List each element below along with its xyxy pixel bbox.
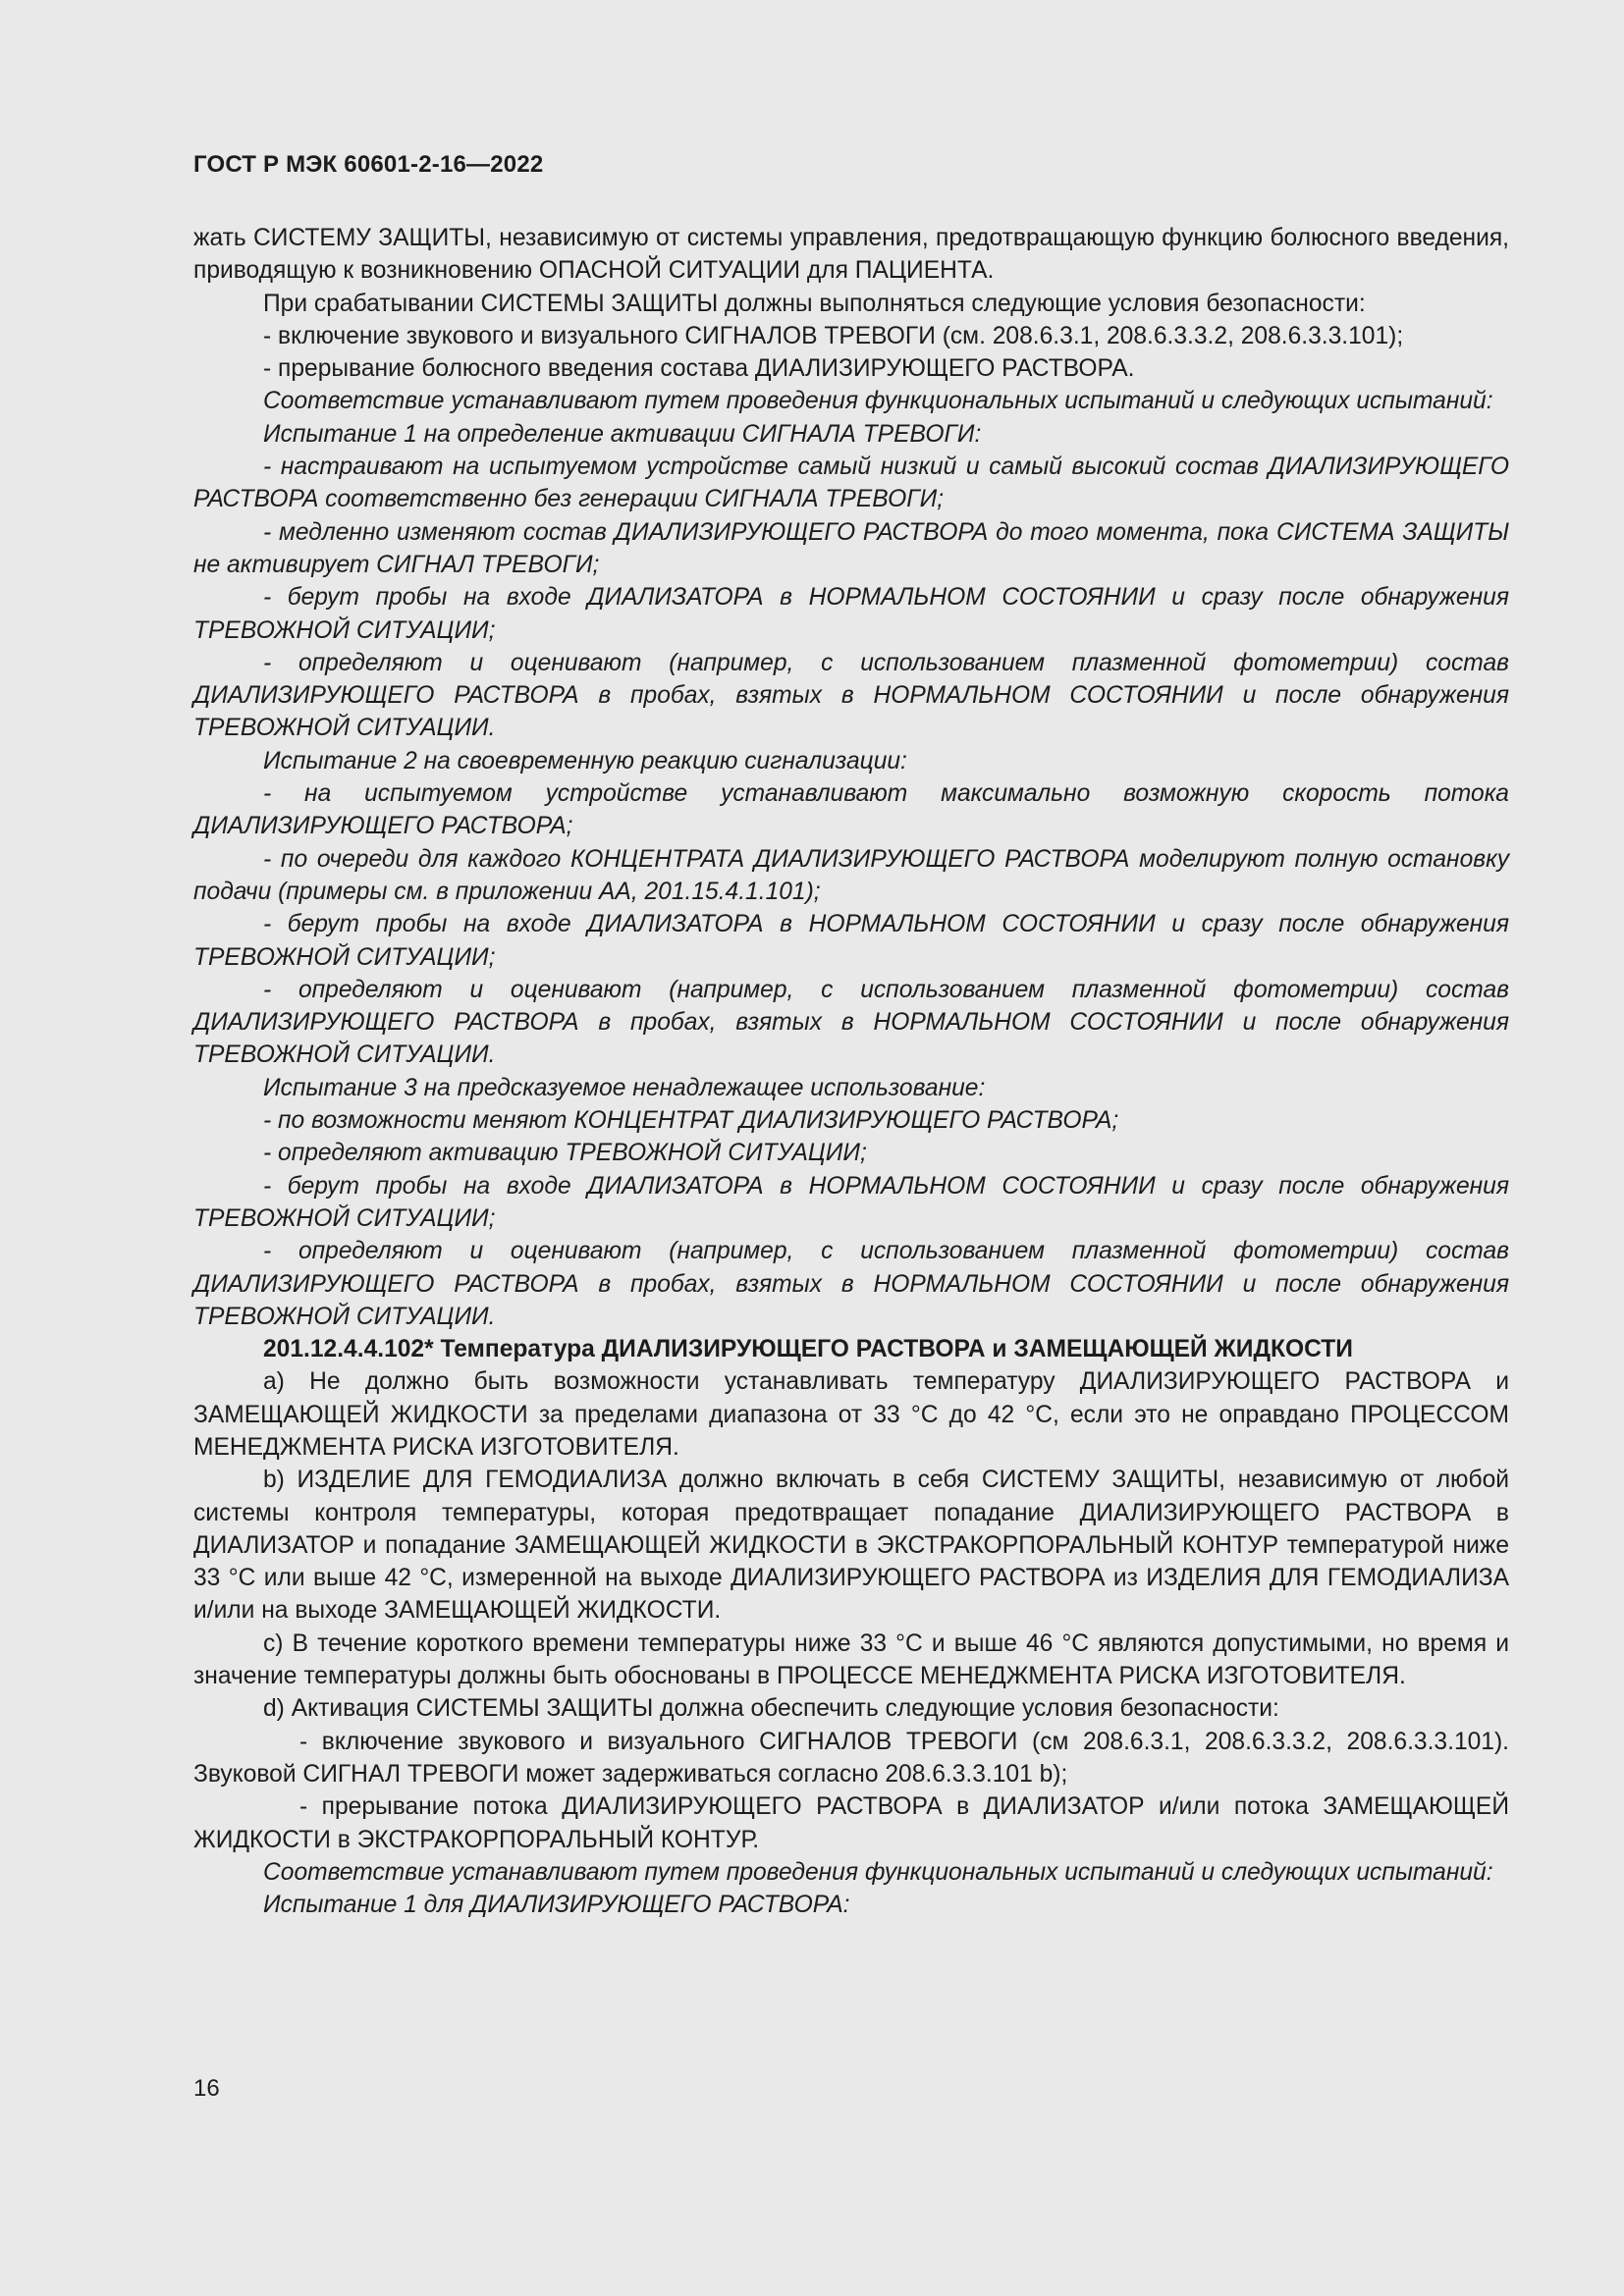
list-item: - берут пробы на входе ДИАЛИЗАТОРА в НОРМАЛЬНОМ СОСТОЯНИИ и сразу после обнаружения ТРЕВОЖНОЙ СИТУАЦИИ; — [193, 1172, 1509, 1232]
list-item: - берут пробы на входе ДИАЛИЗАТОРА в НОРМАЛЬНОМ СОСТОЯНИИ и сразу после обнаружения ТРЕВОЖНОЙ СИТУАЦИИ; — [193, 911, 1509, 971]
paragraph: жать СИСТЕМУ ЗАЩИТЫ, независимую от системы управления, предотвращающую функцию болюсного введения, приводящую к возникновению ОПАСНОЙ СИТУАЦИИ для ПАЦИЕНТА. — [193, 225, 1509, 285]
list-item: - берут пробы на входе ДИАЛИЗАТОРА в НОРМАЛЬНОМ СОСТОЯНИИ и сразу после обнаружения ТРЕВОЖНОЙ СИТУАЦИИ; — [193, 584, 1509, 644]
test-heading: Испытание 1 для ДИАЛИЗИРУЮЩЕГО РАСТВОРА: — [263, 1892, 850, 1919]
paragraph: a) Не должно быть возможности устанавливать температуру ДИАЛИЗИРУЮЩЕГО РАСТВОРА и ЗАМЕЩАЮЩЕЙ ЖИДКОСТИ за пределами диапазона от 33 °С до 42 °С, если это не оправдано ПРОЦЕССОМ МЕНЕДЖМЕНТА РИСКА ИЗГОТОВИТЕЛЯ. — [193, 1368, 1509, 1461]
list-item: - по возможности меняют КОНЦЕНТРАТ ДИАЛИЗИРУЮЩЕГО РАСТВОРА; — [263, 1107, 1119, 1135]
list-item: - по очереди для каждого КОНЦЕНТРАТА ДИАЛИЗИРУЮЩЕГО РАСТВОРА моделируют полную остановку подачи (примеры см. в приложении АА, 201.15.4.1.101); — [193, 845, 1509, 905]
list-item: - определяют и оценивают (например, с использованием плазменной фотометрии) состав ДИАЛИЗИРУЮЩЕГО РАСТВОРА в пробах, взятых в НОРМАЛЬНОМ СОСТОЯНИИ и после обнаружения ТРЕВОЖНОЙ СИТУАЦИИ. — [193, 976, 1509, 1069]
list-item: - прерывание потока ДИАЛИЗИРУЮЩЕГО РАСТВОРА в ДИАЛИЗАТОР и/или потока ЗАМЕЩАЮЩЕЙ ЖИДКОСТИ в ЭКСТРАКОРПОРАЛЬНЫЙ КОНТУР. — [193, 1793, 1509, 1853]
list-item: - включение звукового и визуального СИГНАЛОВ ТРЕВОГИ (см. 208.6.3.1, 208.6.3.3.2, 208.6.3.3.101); — [263, 322, 1404, 349]
section-heading: 201.12.4.4.102* Температура ДИАЛИЗИРУЮЩЕГО РАСТВОРА и ЗАМЕЩАЮЩЕЙ ЖИДКОСТИ — [263, 1336, 1353, 1363]
list-item: - включение звукового и визуального СИГНАЛОВ ТРЕВОГИ (см 208.6.3.1, 208.6.3.3.2, 208.6.3.3.101). Звуковой СИГНАЛ ТРЕВОГИ может задерживаться согласно 208.6.3.3.101 b); — [193, 1728, 1509, 1788]
list-item: - медленно изменяют состав ДИАЛИЗИРУЮЩЕГО РАСТВОРА до того момента, пока СИСТЕМА ЗАЩИТЫ не активирует СИГНАЛ ТРЕВОГИ; — [193, 518, 1509, 578]
paragraph: c) В течение короткого времени температуры ниже 33 °С и выше 46 °С являются допустимыми, но время и значение температуры должны быть обоснованы в ПРОЦЕССЕ МЕНЕДЖМЕНТА РИСКА ИЗГОТОВИТЕЛЯ. — [193, 1629, 1509, 1690]
paragraph: Соответствие устанавливают путем проведения функциональных испытаний и следующих испытаний: — [263, 1858, 1493, 1886]
list-item: - прерывание болюсного введения состава ДИАЛИЗИРУЮЩЕГО РАСТВОРА. — [263, 355, 1135, 383]
paragraph: При срабатывании СИСТЕМЫ ЗАЩИТЫ должны выполняться следующие условия безопасности: — [263, 290, 1366, 317]
list-item: - определяют активацию ТРЕВОЖНОЙ СИТУАЦИИ; — [263, 1140, 867, 1167]
list-item: - настраивают на испытуемом устройстве самый низкий и самый высокий состав ДИАЛИЗИРУЮЩЕГО РАСТВОРА соответственно без генерации СИГНАЛА ТРЕВОГИ; — [193, 454, 1509, 513]
document-body — [193, 222, 1509, 1921]
test-heading: Испытание 3 на предсказуемое ненадлежащее использование: — [263, 1074, 986, 1101]
test-heading: Испытание 1 на определение активации СИГНАЛА ТРЕВОГИ: — [263, 420, 982, 448]
paragraph: b) ИЗДЕЛИЕ ДЛЯ ГЕМОДИАЛИЗА должно включать в себя СИСТЕМУ ЗАЩИТЫ, независимую от любой системы контроля температуры, которая предотвращает попадание ДИАЛИЗИРУЮЩЕГО РАСТВОРА в ДИАЛИЗАТОР и попадание ЗАМЕЩАЮЩЕЙ ЖИДКОСТИ в ЭКСТРАКОРПОРАЛЬНЫЙ КОНТУР температурой ниже 33 °С или выше 42 °С, измеренной на выходе ДИАЛИЗИРУЮЩЕГО РАСТВОРА из ИЗДЕЛИЯ ДЛЯ ГЕМОДИАЛИЗА и/или на выходе ЗАМЕЩАЮЩЕЙ ЖИДКОСТИ. — [193, 1467, 1509, 1625]
paragraph: Соответствие устанавливают путем проведения функциональных испытаний и следующих испытаний: — [263, 388, 1493, 415]
list-item: - определяют и оценивают (например, с использованием плазменной фотометрии) состав ДИАЛИЗИРУЮЩЕГО РАСТВОРА в пробах, взятых в НОРМАЛЬНОМ СОСТОЯНИИ и после обнаружения ТРЕВОЖНОЙ СИТУАЦИИ. — [193, 649, 1509, 742]
page-number: 16 — [193, 2075, 220, 2102]
document-header: ГОСТ Р МЭК 60601-2-16—2022 — [193, 151, 544, 178]
paragraph: d) Активация СИСТЕМЫ ЗАЩИТЫ должна обеспечить следующие условия безопасности: — [263, 1695, 1279, 1723]
test-heading: Испытание 2 на своевременную реакцию сигнализации: — [263, 747, 907, 774]
list-item: - на испытуемом устройстве устанавливают максимально возможную скорость потока ДИАЛИЗИРУЮЩЕГО РАСТВОРА; — [193, 780, 1509, 840]
list-item: - определяют и оценивают (например, с использованием плазменной фотометрии) состав ДИАЛИЗИРУЮЩЕГО РАСТВОРА в пробах, взятых в НОРМАЛЬНОМ СОСТОЯНИИ и после обнаружения ТРЕВОЖНОЙ СИТУАЦИИ. — [193, 1238, 1509, 1330]
